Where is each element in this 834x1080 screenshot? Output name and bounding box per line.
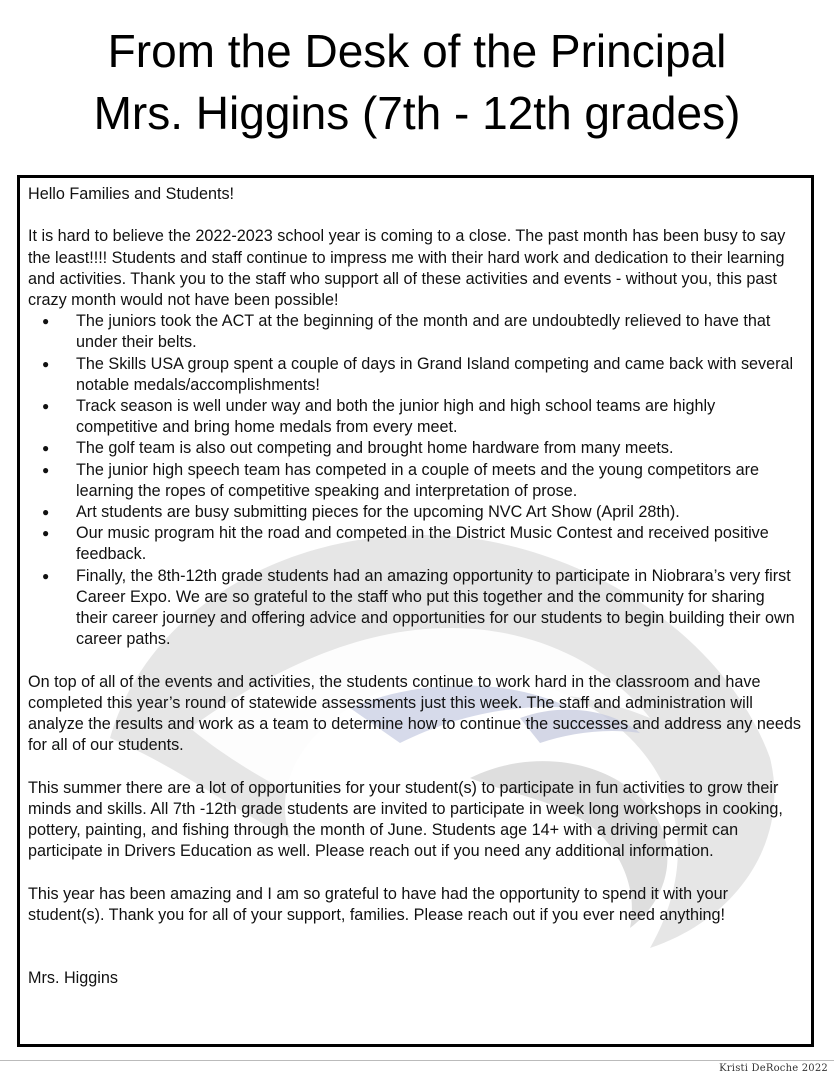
- intro-paragraph: It is hard to believe the 2022-2023 school year is coming to a close. The past month has been busy to say the least!!!! Students and staff continue to impress me with their hard work and dedication to their learning and activities. Thank you to the staff who support all of these activities and events - without you, this past crazy month would not have been possible!: [28, 227, 786, 309]
- letter-content: [28, 184, 805, 990]
- page-title: [0, 20, 834, 144]
- greeting: Hello Families and Students!: [28, 185, 235, 203]
- bullet-icon: ●: [42, 526, 50, 541]
- bullet-icon: ●: [42, 505, 50, 520]
- assessments-paragraph: On top of all of the events and activities, the students continue to work hard in the classroom and have completed this year’s round of statewide assessments just this week. The staff and administration will analyze the results and work as a team to determine how to continue the successes and address any needs for all of our students.: [28, 672, 801, 755]
- list-item: ● Art students are busy submitting pieces for the upcoming NVC Art Show (April 28th).: [28, 502, 805, 523]
- title-line-1: From the Desk of the Principal: [107, 25, 727, 77]
- page-divider: [0, 1060, 834, 1061]
- list-item: ● The golf team is also out competing and brought home hardware from many meets.: [28, 438, 805, 459]
- letter-box: [17, 175, 814, 1047]
- list-item: ● The juniors took the ACT at the beginning of the month and are undoubtedly relieved to have that under their belts.: [42, 312, 771, 352]
- list-item: ● Track season is well under way and both the junior high and high school teams are highly competitive and bring home medals from every meet.: [42, 397, 716, 437]
- highlights-list: [28, 311, 805, 650]
- list-item: ● Our music program hit the road and competed in the District Music Contest and received positive feedback.: [42, 524, 769, 564]
- bullet-icon: ●: [42, 568, 50, 583]
- signature: Mrs. Higgins: [28, 969, 118, 988]
- list-item: ● The junior high speech team has competed in a couple of meets and the young competitors are learning the ropes of competitive speaking and interpretation of prose.: [42, 460, 759, 500]
- bullet-icon: ●: [42, 356, 50, 371]
- bullet-icon: ●: [42, 314, 50, 329]
- bullet-icon: ●: [42, 441, 50, 456]
- bullet-icon: ●: [42, 462, 50, 477]
- title-line-2: Mrs. Higgins (7th - 12th grades): [93, 87, 741, 139]
- bullet-icon: ●: [42, 399, 50, 414]
- credit-text: Kristi DeRoche 2022: [719, 1063, 828, 1074]
- list-item: ● The Skills USA group spent a couple of days in Grand Island competing and came back with several notable medals/accomplishments!: [42, 354, 794, 394]
- closing-paragraph: This year has been amazing and I am so grateful to have had the opportunity to spend it with your student(s). Thank you for all of your support, families. Please reach out if you ever need anything!: [28, 884, 729, 924]
- list-item: ● Finally, the 8th-12th grade students had an amazing opportunity to participate in Niobrara’s very first Career Expo. We are so grateful to the staff who put this together and the community for sharing their career journey and offering advice and opportunities for our students to begin building their own career paths.: [42, 566, 795, 649]
- summer-paragraph: This summer there are a lot of opportunities for your student(s) to participate in fun activities to grow their minds and skills. All 7th -12th grade students are invited to participate in week long workshops in cooking, pottery, painting, and fishing through the month of June. Students age 14+ with a driving permit can participate in Drivers Education as well. Please reach out if you need any additional information.: [28, 778, 783, 861]
